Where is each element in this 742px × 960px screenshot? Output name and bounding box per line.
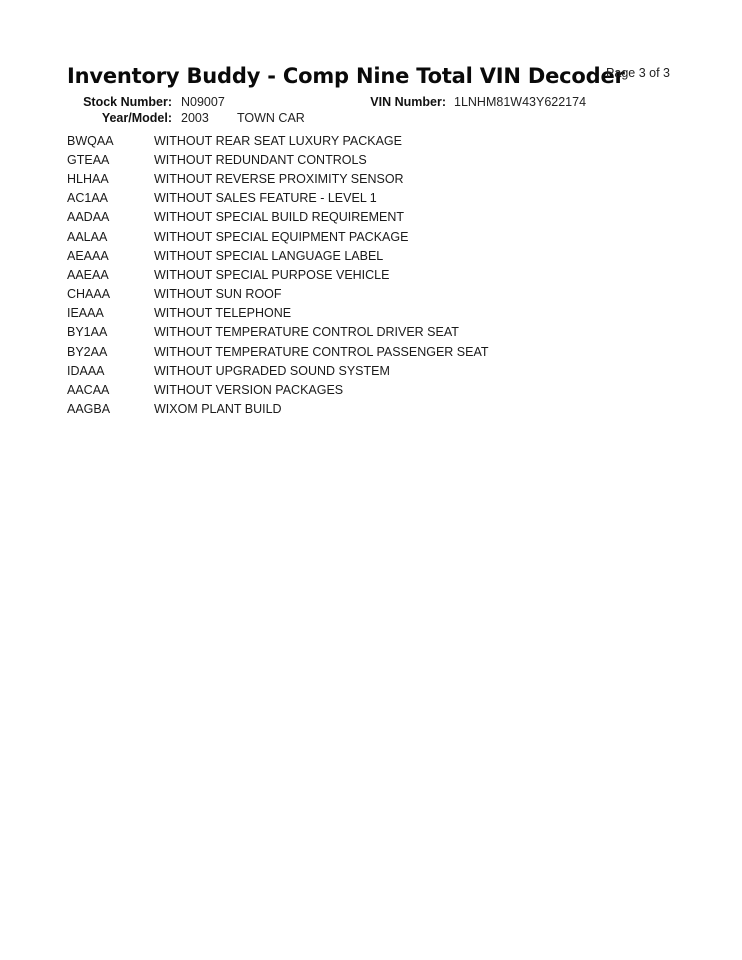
feature-description: WITHOUT VERSION PACKAGES bbox=[154, 383, 344, 398]
year-value: 2003 bbox=[181, 111, 209, 125]
feature-code: BY1AA bbox=[67, 325, 108, 340]
feature-description: WITHOUT SPECIAL LANGUAGE LABEL bbox=[154, 248, 384, 263]
feature-row bbox=[67, 380, 687, 399]
feature-code: GTEAA bbox=[67, 152, 110, 167]
feature-code: AADAA bbox=[67, 210, 110, 225]
feature-description: WITHOUT SUN ROOF bbox=[154, 287, 282, 302]
feature-row bbox=[67, 400, 687, 419]
feature-description: WITHOUT TELEPHONE bbox=[154, 306, 292, 321]
feature-row bbox=[67, 150, 687, 169]
feature-row bbox=[67, 227, 687, 246]
feature-description: WITHOUT SPECIAL EQUIPMENT PACKAGE bbox=[154, 229, 409, 244]
feature-description: WITHOUT TEMPERATURE CONTROL PASSENGER SEAT bbox=[154, 344, 489, 359]
feature-row bbox=[67, 131, 687, 150]
feature-description: WITHOUT REDUNDANT CONTROLS bbox=[154, 152, 367, 167]
feature-code: AEAAA bbox=[67, 248, 109, 263]
feature-row bbox=[67, 285, 687, 304]
feature-row bbox=[67, 342, 687, 361]
feature-row bbox=[67, 304, 687, 323]
vin-number-value: 1LNHM81W43Y622174 bbox=[454, 95, 587, 109]
feature-description: WITHOUT REVERSE PROXIMITY SENSOR bbox=[154, 171, 404, 186]
feature-description: WITHOUT SALES FEATURE - LEVEL 1 bbox=[154, 191, 377, 206]
feature-code: AALAA bbox=[67, 229, 108, 244]
feature-row bbox=[67, 361, 687, 380]
feature-code: BY2AA bbox=[67, 344, 108, 359]
feature-row bbox=[67, 265, 687, 284]
feature-code: AACAA bbox=[67, 383, 110, 398]
feature-list bbox=[67, 131, 687, 419]
model-value: TOWN CAR bbox=[237, 111, 305, 125]
feature-code: HLHAA bbox=[67, 171, 109, 186]
feature-code: IDAAA bbox=[67, 363, 105, 378]
page-number: Page 3 of 3 bbox=[606, 66, 670, 80]
feature-code: AAGBA bbox=[67, 402, 111, 417]
feature-row bbox=[67, 208, 687, 227]
feature-row bbox=[67, 189, 687, 208]
feature-description: WITHOUT SPECIAL PURPOSE VEHICLE bbox=[154, 267, 390, 282]
feature-row bbox=[67, 323, 687, 342]
feature-code: AC1AA bbox=[67, 191, 108, 206]
stock-number-label: Stock Number: bbox=[83, 95, 172, 109]
year-model-label: Year/Model: bbox=[101, 111, 172, 125]
feature-row bbox=[67, 169, 687, 188]
feature-description: WITHOUT REAR SEAT LUXURY PACKAGE bbox=[154, 133, 402, 148]
feature-description: WITHOUT UPGRADED SOUND SYSTEM bbox=[154, 363, 390, 378]
feature-description: WIXOM PLANT BUILD bbox=[154, 402, 282, 417]
feature-code: CHAAA bbox=[67, 287, 111, 302]
vin-number-label: VIN Number: bbox=[370, 95, 446, 109]
feature-code: AAEAA bbox=[67, 267, 109, 282]
feature-row bbox=[67, 246, 687, 265]
feature-description: WITHOUT SPECIAL BUILD REQUIREMENT bbox=[154, 210, 405, 225]
feature-code: IEAAA bbox=[67, 306, 104, 321]
document-title: Inventory Buddy - Comp Nine Total VIN Decoder bbox=[67, 64, 625, 88]
feature-description: WITHOUT TEMPERATURE CONTROL DRIVER SEAT bbox=[154, 325, 459, 340]
stock-number-value: N09007 bbox=[181, 95, 225, 109]
feature-code: BWQAA bbox=[67, 133, 114, 148]
